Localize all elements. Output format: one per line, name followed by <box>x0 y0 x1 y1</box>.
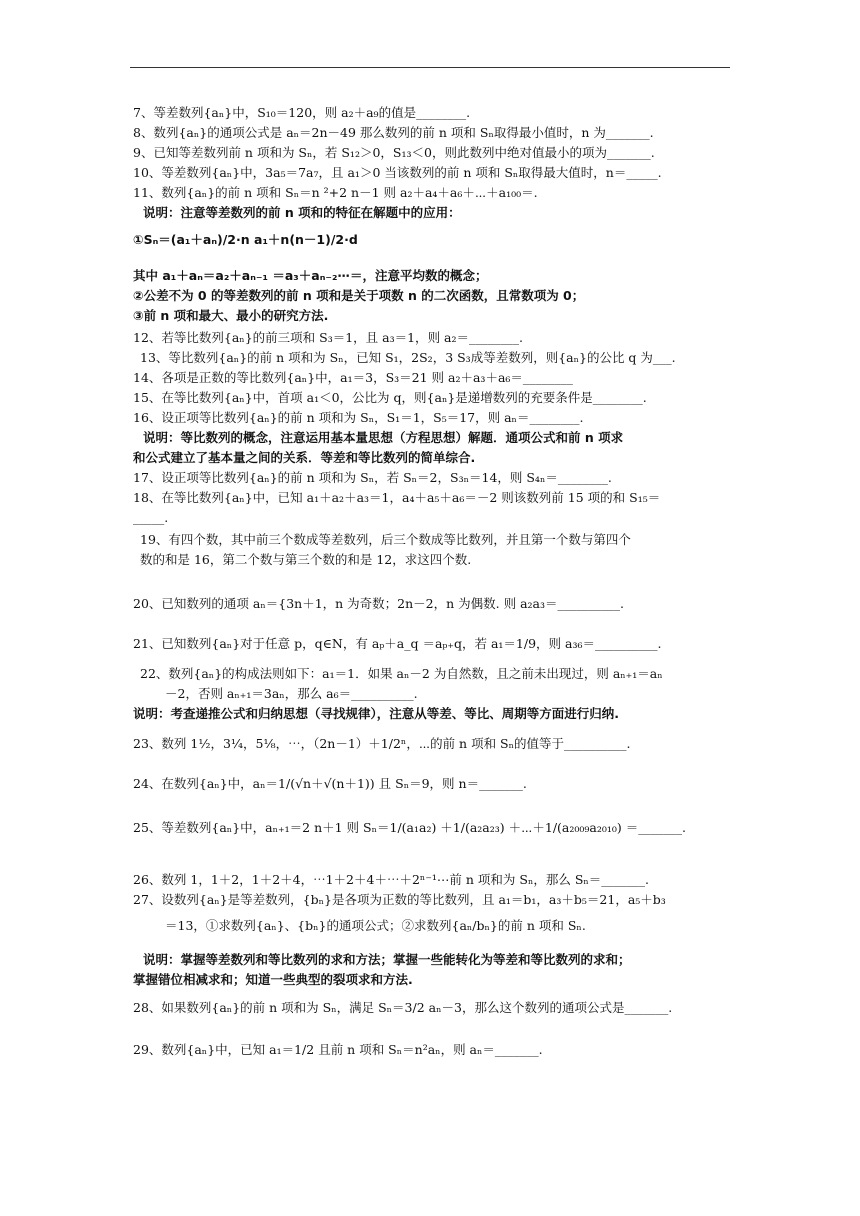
problem-10: 10、等差数列{aₙ}中，3a₅＝7a₇，且 a₁＞0 当该数列的前 n 项和 Sₙ取得最大值时，n＝_____. <box>133 165 662 180</box>
note-summation-1: 说明：掌握等差数列和等比数列的求和方法；掌握一些能转化为等差和等比数列的求和； <box>143 952 631 967</box>
note-formula-1: ①Sₙ＝(a₁＋aₙ)/2·n a₁＋n(n－1)/2·d <box>133 232 358 247</box>
problem-27-cont: ＝13，①求数列{aₙ}、{bₙ}的通项公式；②求数列{aₙ/bₙ}的前 n 项和 Sₙ. <box>165 918 586 933</box>
problem-26: 26、数列 1，1＋2，1＋2＋4，⋯1＋2＋4＋⋯＋2ⁿ⁻¹⋯前 n 项和为 Sₙ，那么 Sₙ＝_______. <box>133 872 650 887</box>
problem-22: 22、数列{aₙ}的构成法则如下：a₁＝1．如果 aₙ－2 为自然数，且之前未出现过，则 aₙ₊₁＝aₙ <box>140 666 663 681</box>
problem-13: 13、等比数列{aₙ}的前 n 项和为 Sₙ，已知 S₁，2S₂，3 S₃成等差数列，则{aₙ}的公比 q 为___. <box>140 350 676 365</box>
problem-19-cont: 数的和是 16，第二个数与第三个数的和是 12，求这四个数. <box>140 552 472 567</box>
note-geometric-1: 说明：等比数列的概念，注意运用基本量思想（方程思想）解题．通项公式和前 n 项求 <box>143 430 624 445</box>
problem-27: 27、设数列{aₙ}是等差数列，{bₙ}是各项为正数的等比数列，且 a₁＝b₁，a₃＋b₅＝21，a₅＋b₃ <box>133 892 666 907</box>
problem-25: 25、等差数列{aₙ}中，aₙ₊₁＝2 n＋1 则 Sₙ＝1/(a₁a₂) ＋1/(a₂a₂₃) ＋⋯＋1/(a₂₀₀₉a₂₀₁₀) ＝_______. <box>133 820 686 835</box>
note-recursion: 说明：考查递推公式和归纳思想（寻找规律），注意从等差、等比、周期等方面进行归纳. <box>133 706 620 721</box>
problem-8: 8、数列{aₙ}的通项公式是 aₙ＝2n－49 那么数列的前 n 项和 Sₙ取得最小值时，n 为_______. <box>133 125 654 140</box>
problem-23: 23、数列 1½，3¼，5⅛，⋯，（2n－1）＋1/2ⁿ，⋯的前 n 项和 Sₙ的值等于__________. <box>133 736 631 751</box>
problem-29: 29、数列{aₙ}中，已知 a₁＝1/2 且前 n 项和 Sₙ＝n²aₙ，则 aₙ＝_______. <box>133 1042 543 1057</box>
note-geometric-2: 和公式建立了基本量之间的关系．等差和等比数列的简单综合. <box>133 450 476 465</box>
problem-19: 19、有四个数，其中前三个数成等差数列，后三个数成等比数列，并且第一个数与第四个 <box>140 532 631 547</box>
note-item-3: ③前 n 项和最大、最小的研究方法. <box>133 308 329 323</box>
problem-20: 20、已知数列的通项 aₙ＝{3n＋1，n 为奇数；2n－2，n 为偶数. 则 a₂a₃＝__________. <box>133 596 624 611</box>
problem-18-cont: _____. <box>133 510 169 525</box>
problem-12: 12、若等比数列{aₙ}的前三项和 S₃＝1，且 a₃＝1，则 a₂＝________. <box>133 330 523 345</box>
problem-9: 9、已知等差数列前 n 项和为 Sₙ，若 S₁₂＞0，S₁₃＜0，则此数列中绝对值最小的项为_______. <box>133 145 655 160</box>
problem-15: 15、在等比数列{aₙ}中，首项 a₁＜0，公比为 q，则{aₙ}是递增数列的充要条件是________. <box>133 390 647 405</box>
problem-14: 14、各项是正数的等比数列{aₙ}中，a₁＝3，S₃＝21 则 a₂＋a₃＋a₆＝________ <box>133 370 573 385</box>
note-item-2: ②公差不为 0 的等差数列的前 n 项和是关于项数 n 的二次函数，且常数项为 0； <box>133 288 585 303</box>
header-rule <box>130 67 730 68</box>
problem-28: 28、如果数列{aₙ}的前 n 项和为 Sₙ，满足 Sₙ＝3/2 aₙ－3，那么这个数列的通项公式是_______. <box>133 1000 673 1015</box>
problem-22-cont: －2，否则 aₙ₊₁＝3aₙ，那么 a₆＝__________. <box>165 686 418 701</box>
note-formula-2: 其中 a₁＋aₙ＝a₂＋aₙ₋₁ ＝a₃＋aₙ₋₂⋯＝，注意平均数的概念； <box>133 268 488 283</box>
problem-11: 11、数列{aₙ}的前 n 项和 Sₙ＝n ²+2 n－1 则 a₂＋a₄＋a₆＋⋯＋a₁₀₀＝. <box>133 185 538 200</box>
problem-21: 21、已知数列{aₙ}对于任意 p，q∈N，有 aₚ＋a_q ＝aₚ₊q，若 a₁＝1/9，则 a₃₆＝__________. <box>133 636 662 651</box>
problem-18: 18、在等比数列{aₙ}中，已知 a₁＋a₂＋a₃＝1，a₄＋a₅＋a₆＝－2 则该数列前 15 项的和 S₁₅＝ <box>133 490 661 505</box>
problem-24: 24、在数列{aₙ}中，aₙ＝1/(√n＋√(n＋1)) 且 Sₙ＝9，则 n＝_______. <box>133 776 527 791</box>
note-arithmetic-sum: 说明：注意等差数列的前 n 项和的特征在解题中的应用： <box>143 205 461 220</box>
problem-16: 16、设正项等比数列{aₙ}的前 n 项和为 Sₙ，S₁＝1，S₅＝17，则 aₙ＝________. <box>133 410 584 425</box>
problem-7: 7、等差数列{aₙ}中，S₁₀＝120，则 a₂＋a₉的值是________. <box>133 105 471 120</box>
note-summation-2: 掌握错位相减求和；知道一些典型的裂项求和方法. <box>133 972 413 987</box>
problem-17: 17、设正项等比数列{aₙ}的前 n 项和为 Sₙ，若 Sₙ＝2，S₃ₙ＝14，则 S₄ₙ＝________. <box>133 470 612 485</box>
